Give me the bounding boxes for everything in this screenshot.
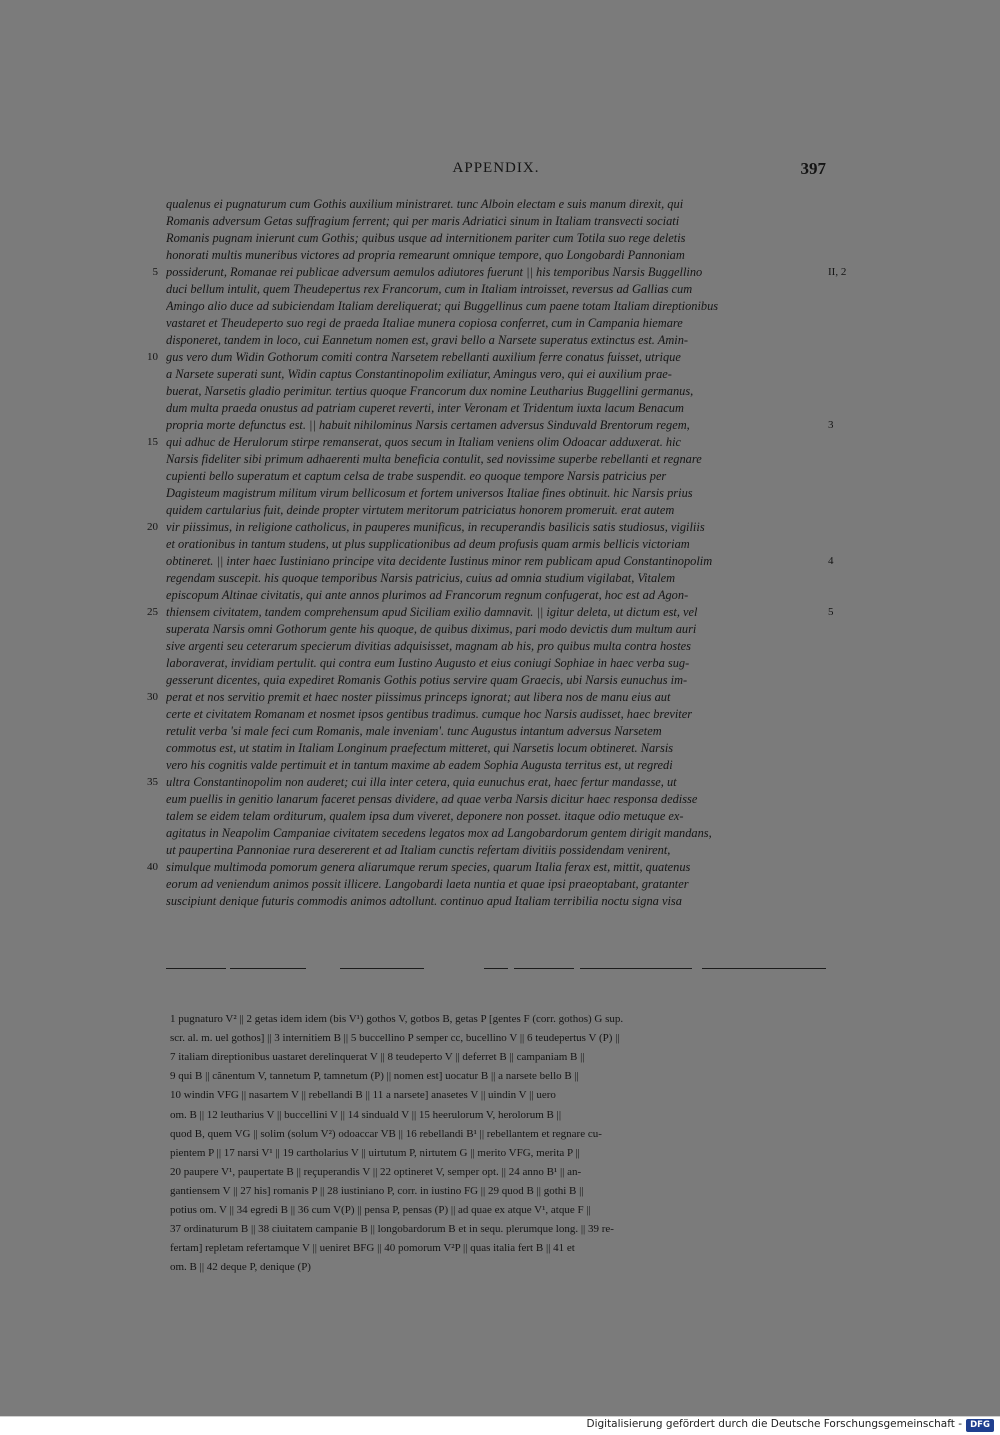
text-line: duci bellum intulit, quem Theudepertus rex Francorum, cum in Italiam introisset, reversus ad Gallias cum [166, 282, 693, 296]
text-line: qualenus ei pugnaturum cum Gothis auxilium ministraret. tunc Alboin electam e suis manum direxit, qui [166, 197, 684, 211]
text-line: commotus est, ut statim in Italiam Longinum praefectum mitteret, qui Narsetis locum obtineret. Narsis [166, 741, 674, 755]
text-line: quidem cartularius fuit, deinde propter virtutem meritorum patriciatus honorem promeruit. erat autem [166, 503, 675, 517]
line-number: 20 [147, 521, 158, 533]
text-line: honorati multis muneribus victores ad propria remearunt omnique tempore, quo Longobardi Pannoniam [166, 248, 685, 262]
page-header [166, 160, 826, 182]
text-line: ut paupertina Pannoniae rura desererent et ad Italiam cunctis refertam divitiis possidendam venirent, [166, 843, 671, 857]
margin-reference: 5 [828, 606, 834, 618]
text-line: retulit verba 'si male feci cum Romanis, male inveniam'. tunc Augustus intantum adversus Narsetem [166, 724, 662, 738]
text-line: dum multa praeda onustus ad patriam cuperet reverti, inter Veronam et Tridentum iuxta lacum Benacum [166, 401, 684, 415]
line-number: 25 [147, 606, 158, 618]
apparatus-line: om. B || 42 deque P, denique (P) [170, 1261, 311, 1274]
text-line: possiderunt, Romanae rei publicae adversum aemulos adiutores fuerunt || his temporibus Narsis Buggellino [166, 265, 703, 279]
apparatus-line: om. B || 12 leutharius V || buccellini V || 14 sinduald V || 15 heerulorum V, herolorum B || [170, 1108, 562, 1121]
text-line: talem se eidem telam orditurum, qualem ipsa dum viveret, deponere non posset. itaque odio metuque ex- [166, 809, 684, 823]
text-line: episcopum Altinae civitatis, qui ante annos plurimos ad Francorum regnum confugerat, hoc est ad Agon- [166, 588, 689, 602]
text-line: suscipiunt denique futuris commodis animos adtollunt. continuo apud Italiam terribilia noctu signa visa [166, 894, 682, 908]
apparatus-line: 20 paupere V¹, paupertate B || reçuperandis V || 22 optineret V, semper opt. || 24 anno B¹ || an- [170, 1165, 582, 1178]
apparatus-line: 37 ordinaturum B || 38 ciuitatem campanie B || longobardorum B et in sequ. plerumque long. || 39 re- [170, 1223, 614, 1236]
text-line: perat et nos servitio premit et haec noster piissimus princeps ignorat; aut libera nos de manu eius aut [166, 690, 671, 704]
text-line: disponeret, tandem in loco, cui Eannetum nomen est, gravi bello a Narsete superatus extinctus est. Amin- [166, 333, 689, 347]
text-line: et orationibus in tantum studens, ut plus supplicationibus ad deum profusis quam armis bellicis victoriam [166, 537, 690, 551]
text-line: gus vero dum Widin Gothorum comiti contra Narsetem rebellanti auxilium ferre conatus fuisset, utrique [166, 350, 681, 364]
text-line: superata Narsis omni Gothorum gente his quoque, de quibus diximus, pari modo devictis dum multum auri [166, 622, 697, 636]
margin-reference: 3 [828, 419, 834, 431]
text-line: a Narsete superati sunt, Widin captus Constantinopolim exiliatur, Amingus vero, qui ei auxilium prae- [166, 367, 672, 381]
text-line: simulque multimoda pomorum genera aliarumque rerum species, quarum Italia ferax est, mittit, quatenus [166, 860, 691, 874]
text-line: Romanis pugnam inierunt cum Gothis; quibus usque ad internitionem pariter cum Totila suo rege deletis [166, 231, 686, 245]
apparatus-line: potius om. V || 34 egredi B || 36 cum V(P) || pensa P, pensas (P) || ad quae ex atque V¹, atque F || [170, 1204, 591, 1216]
text-line: sive argenti seu ceterarum specierum divitias adquisisset, magnam ab his, pro quibus multa contra hostes [166, 639, 691, 653]
text-line: vero his cognitis valde pertimuit et in tantum maxime ab eadem Sophia Augusta territus est, ut regredi [166, 758, 673, 772]
text-line: certe et civitatem Romanam et nosmet ipsos gentibus tradimus. cumque hoc Narsis audisset, haec breviter [166, 707, 693, 721]
running-title: APPENDIX. [452, 160, 540, 176]
apparatus-line: fertam] repletam refertamque V || ueniret BFG || 40 pomorum V²P || quas italia fert B || 41 et [170, 1242, 575, 1255]
text-line: Amingo alio duce ad subiciendam Italiam dereliquerat; qui Buggellinus cum paene totam Italiam direptionibus [166, 299, 719, 313]
margin-reference: 4 [828, 555, 834, 567]
apparatus-line: 7 italiam direptionibus uastaret derelinquerat V || 8 teudeperto V || deferret B || campaniam B || [170, 1051, 585, 1064]
line-number: 40 [147, 861, 158, 873]
text-line: regendam suscepit. his quoque temporibus Narsis patricius, cuius ad omnia studium vigilabat, Vitalem [166, 571, 676, 585]
text-line: buerat, Narsetis gladio perimitur. tertius quoque Francorum dux nomine Leutharius Buggellini germanus, [166, 384, 694, 398]
footnote-separator [166, 966, 826, 972]
apparatus-line: 9 qui B || cãnentum V, tannetum P, tamnetum (P) || nomen est] uocatur B || a narsete bello B || [170, 1070, 579, 1083]
text-line: propria morte defunctus est. || habuit nihilominus Narsis certamen adversus Sinduvald Brentorum regem, [166, 418, 690, 432]
text-line: cupienti bello superatum et captum celsa de trabe suspendit. eo quoque tempore Narsis patricius per [166, 469, 667, 483]
line-number: 35 [147, 776, 158, 788]
text-line: Dagisteum magistrum militum virum bellicosum et fortem universos Italiae fines obtinuit. hic Narsis prius [166, 486, 693, 500]
text-line: Romanis adversum Getas suffragium ferrent; qui per maris Adriatici sinum in Italiam transvecti sociati [166, 214, 680, 228]
line-number: 15 [147, 436, 158, 448]
text-line: gesserunt dicentes, quia expediret Romanis Gothis potius servire quam Graecis, ubi Narsis eunuchus im- [166, 673, 688, 687]
apparatus-line: 1 pugnaturo V² || 2 getas idem idem (bis V¹) gothos V, gotbos B, getas P [gentes F (corr. gothos) G sup. [170, 1013, 624, 1025]
apparatus-line: pientem P || 17 narsi V¹ || 19 cartholarius V || uirtutum P, nirtutem G || merito VFG, merita P || [170, 1146, 580, 1159]
text-line: ultra Constantinopolim non auderet; cui illa inter cetera, quia eunuchus erat, haec fertur mandasse, ut [166, 775, 677, 789]
apparatus-line: 10 windin VFG || nasartem V || rebellandi B || 11 a narsete] anasetes V || uindin V || uero [170, 1089, 556, 1102]
text-line: Narsis fideliter sibi primum adhaerenti multa beneficia contulit, sed novissime superbe rebellanti et regnare [166, 452, 702, 466]
line-number: 30 [147, 691, 158, 703]
text-line: laboraverat, invidiam pertulit. qui contra eum Iustino Augusto et eius coniugi Sophiae in haec verba sug- [166, 656, 690, 670]
apparatus-line: gantiensem V || 27 his] romanis P || 28 iustiniano P, corr. in iustino FG || 29 quod B || gothi B || [170, 1184, 584, 1197]
text-line: eum puellis in genitio lanarum faceret pensas dividere, ad quae verba Narsis dicitur haec responsa dedisse [166, 792, 698, 806]
line-number: 5 [152, 266, 158, 278]
text-line: vir piissimus, in religione catholicus, in pauperes munificus, in recuperandis basilicis satis studiosus, vigiliis [166, 520, 705, 534]
text-line: agitatus in Neapolim Campaniae civitatem secedens legatos mox ad Langobardorum gentem dirigit mandans, [166, 826, 712, 840]
page-number: 397 [800, 159, 826, 178]
footer-bar [0, 1416, 1000, 1435]
text-line: vastaret et Theudeperto suo regi de praeda Italiae munera copiosa conferret, cum in Campania hiemare [166, 316, 683, 330]
text-line: qui adhuc de Herulorum stirpe remanserat, quos secum in Italiam veniens olim Odoacar adduxerat. hic [166, 435, 682, 449]
dfg-logo: DFG [966, 1419, 994, 1432]
funding-credit: Digitalisierung gefördert durch die Deutsche Forschungsgemeinschaft - [586, 1418, 962, 1430]
text-line: thiensem civitatem, tandem comprehensum apud Siciliam exilio damnavit. || igitur deleta, ut dictum est, vel [166, 605, 698, 619]
text-line: eorum ad veniendum animos possit illicere. Langobardi laeta nuntia et quae ipsi praeoptabant, gratanter [166, 877, 689, 891]
text-line: obtineret. || inter haec Iustiniano principe vita decidente Iustinus minor rem publicam apud Constantinopolim [166, 554, 713, 568]
apparatus-line: quod B, quem VG || solim (solum V²) odoaccar VB || 16 rebellandi B¹ || rebellantem et regnare cu- [170, 1127, 602, 1140]
margin-reference: II, 2 [828, 266, 847, 278]
line-number: 10 [147, 351, 158, 363]
apparatus-line: scr. al. m. uel gothos] || 3 internitiem B || 5 buccellino P semper cc, bucellino V || 6 teudepertus V (P) || [170, 1032, 620, 1045]
